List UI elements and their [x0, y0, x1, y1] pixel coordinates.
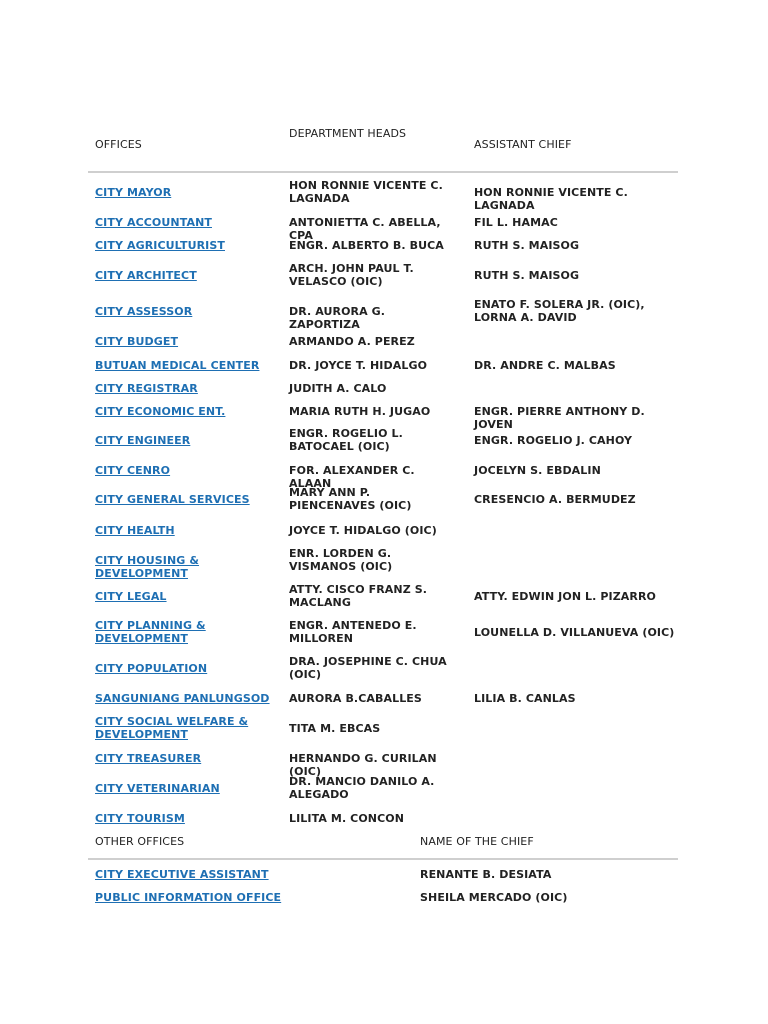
department-head: FOR. ALEXANDER C. ALAAN: [289, 463, 415, 490]
other-office-chief: SHEILA MERCADO (OIC): [420, 890, 568, 904]
office-link[interactable]: CITY LEGAL: [95, 589, 167, 603]
department-head: ATTY. CISCO FRANZ S. MACLANG: [289, 583, 428, 609]
header-separator: [88, 171, 678, 173]
office-link[interactable]: CITY HEALTH: [95, 523, 175, 537]
office-link[interactable]: CITY GENERAL SERVICES: [95, 492, 250, 506]
department-head: MARIA RUTH H. JUGAO: [289, 404, 431, 418]
department-head: JUDITH A. CALO: [289, 381, 387, 395]
department-head: MARY ANN P. PIENCENAVES (OIC): [289, 486, 412, 512]
department-head: HERNANDO G. CURILAN (OIC): [289, 751, 437, 778]
office-link[interactable]: CITY POPULATION: [95, 661, 208, 675]
assistant-chief: FIL L. HAMAC: [474, 215, 558, 229]
department-head: ARMANDO A. PEREZ: [289, 334, 415, 348]
assistant-chief: CRESENCIO A. BERMUDEZ: [474, 492, 636, 506]
assistant-chief: LILIA B. CANLAS: [474, 691, 576, 705]
department-head: ANTONIETTA C. ABELLA, CPA: [289, 215, 441, 242]
header-assistant-chief: ASSISTANT CHIEF: [474, 138, 572, 151]
office-link[interactable]: CITY ARCHITECT: [95, 268, 197, 282]
assistant-chief: RUTH S. MAISOG: [474, 268, 580, 282]
department-head: TITA M. EBCAS: [289, 721, 381, 735]
office-link[interactable]: CITY BUDGET: [95, 334, 179, 348]
assistant-chief: ENGR. ROGELIO J. CAHOY: [474, 433, 633, 447]
other-office-link[interactable]: PUBLIC INFORMATION OFFICE: [95, 890, 282, 904]
department-head: ARCH. JOHN PAUL T. VELASCO (OIC): [289, 262, 414, 288]
department-head: ENGR. ALBERTO B. BUCA: [289, 238, 444, 252]
assistant-chief: ATTY. EDWIN JON L. PIZARRO: [474, 589, 657, 603]
header-name-of-chief: NAME OF THE CHIEF: [420, 835, 534, 848]
department-head: DR. AURORA G. ZAPORTIZA: [289, 304, 386, 331]
department-head: DRA. JOSEPHINE C. CHUA (OIC): [289, 655, 447, 681]
assistant-chief: JOCELYN S. EBDALIN: [474, 463, 601, 477]
header-department-heads: DEPARTMENT HEADS: [289, 127, 407, 140]
department-head: ENGR. ROGELIO L. BATOCAEL (OIC): [289, 427, 403, 453]
other-office-link[interactable]: CITY EXECUTIVE ASSISTANT: [95, 867, 269, 881]
header-other-offices: OTHER OFFICES: [95, 835, 185, 848]
office-link[interactable]: CITY PLANNING & DEVELOPMENT: [95, 619, 206, 645]
department-head: ENR. LORDEN G. VISMANOS (OIC): [289, 547, 393, 573]
office-link[interactable]: CITY TREASURER: [95, 751, 202, 765]
office-link[interactable]: CITY TOURISM: [95, 811, 185, 825]
assistant-chief: LOUNELLA D. VILLANUEVA (OIC): [474, 625, 675, 639]
office-link[interactable]: CITY SOCIAL WELFARE & DEVELOPMENT: [95, 715, 249, 741]
department-head: AURORA B.CABALLES: [289, 691, 422, 705]
office-link[interactable]: CITY ACCOUNTANT: [95, 215, 212, 229]
assistant-chief: ENGR. PIERRE ANTHONY D. JOVEN: [474, 404, 645, 431]
department-head: HON RONNIE VICENTE C. LAGNADA: [289, 179, 443, 205]
office-link[interactable]: CITY AGRICULTURIST: [95, 238, 225, 252]
assistant-chief: ENATO F. SOLERA JR. (OIC), LORNA A. DAVID: [474, 298, 645, 324]
department-head: JOYCE T. HIDALGO (OIC): [289, 523, 437, 537]
office-link[interactable]: CITY ENGINEER: [95, 433, 191, 447]
office-link[interactable]: CITY VETERINARIAN: [95, 781, 220, 795]
office-link[interactable]: CITY ECONOMIC ENT.: [95, 404, 226, 418]
other-header-separator: [88, 858, 678, 860]
assistant-chief: HON RONNIE VICENTE C. LAGNADA: [474, 185, 628, 212]
office-link[interactable]: CITY REGISTRAR: [95, 381, 198, 395]
assistant-chief: DR. ANDRE C. MALBAS: [474, 358, 616, 372]
department-head: LILITA M. CONCON: [289, 811, 405, 825]
office-link[interactable]: BUTUAN MEDICAL CENTER: [95, 358, 260, 372]
office-link[interactable]: CITY MAYOR: [95, 185, 172, 199]
assistant-chief: RUTH S. MAISOG: [474, 238, 580, 252]
office-link[interactable]: CITY CENRO: [95, 463, 171, 477]
other-office-chief: RENANTE B. DESIATA: [420, 867, 552, 881]
department-head: ENGR. ANTENEDO E. MILLOREN: [289, 619, 417, 645]
department-head: DR. MANCIO DANILO A. ALEGADO: [289, 775, 435, 801]
office-link[interactable]: SANGUNIANG PANLUNGSOD: [95, 691, 270, 705]
header-offices: OFFICES: [95, 138, 142, 151]
office-link[interactable]: CITY HOUSING & DEVELOPMENT: [95, 553, 200, 580]
office-link[interactable]: CITY ASSESSOR: [95, 304, 193, 318]
department-head: DR. JOYCE T. HIDALGO: [289, 358, 428, 372]
